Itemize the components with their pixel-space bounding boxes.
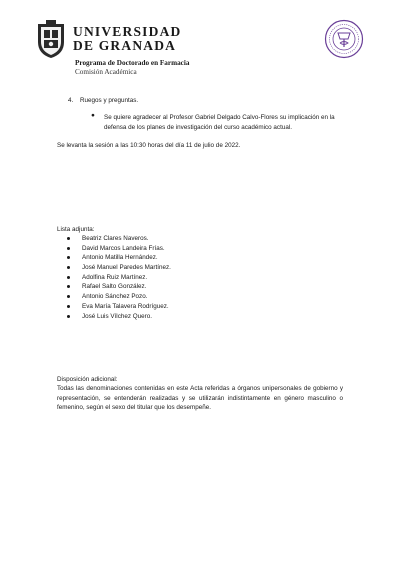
attendee-item: Antonio Matilla Hernández. [64,253,171,263]
attendee-list-title: Lista adjunta: [57,226,95,233]
attendee-item: Antonio Sánchez Pozo. [64,292,171,302]
university-name-line2: DE GRANADA [73,38,177,53]
attendee-item: David Marcos Landeira Frías. [64,244,171,254]
attendee-list [64,234,171,321]
attendee-item: Beatriz Clares Naveros. [64,234,171,244]
disposition-title: Disposición adicional: [57,376,118,383]
bullet-icon: ● [91,112,95,119]
agenda-bullet-text: Se quiere agradecer al Profesor Gabriel Delgado Calvo-Flores su implicación en la defensa de los planes de investigación del curso académico actual. [104,114,335,131]
attendee-item: Adolfina Ruiz Martínez. [64,273,171,283]
agenda-item-number: 4. [68,97,74,104]
commission-name: Comisión Académica [75,68,137,76]
program-name: Programa de Doctorado en Farmacia [75,59,190,67]
attendee-item: José Manuel Paredes Martínez. [64,263,171,273]
agenda-item-title: Ruegos y preguntas. [80,97,139,104]
university-name-line1: UNIVERSIDAD [73,24,182,39]
pharmacy-seal-icon [324,19,364,59]
disposition-body: Todas las denominaciones contenidas en este Acta referidas a órganos unipersonales de gobierno y representación, se entenderán realizadas y se utilizarán indistintamente en género masculino o femenino, según el sexo del titular que los desempeñe. [57,385,343,411]
closing-statement: Se levanta la sesión a las 10:30 horas del día 11 de julio de 2022. [57,142,241,149]
attendee-item: José Luis Vílchez Quero. [64,312,171,322]
university-name [73,25,181,53]
university-crest-icon [34,20,68,60]
attendee-item: Eva María Talavera Rodríguez. [64,302,171,312]
attendee-item: Rafael Salto González. [64,282,171,292]
